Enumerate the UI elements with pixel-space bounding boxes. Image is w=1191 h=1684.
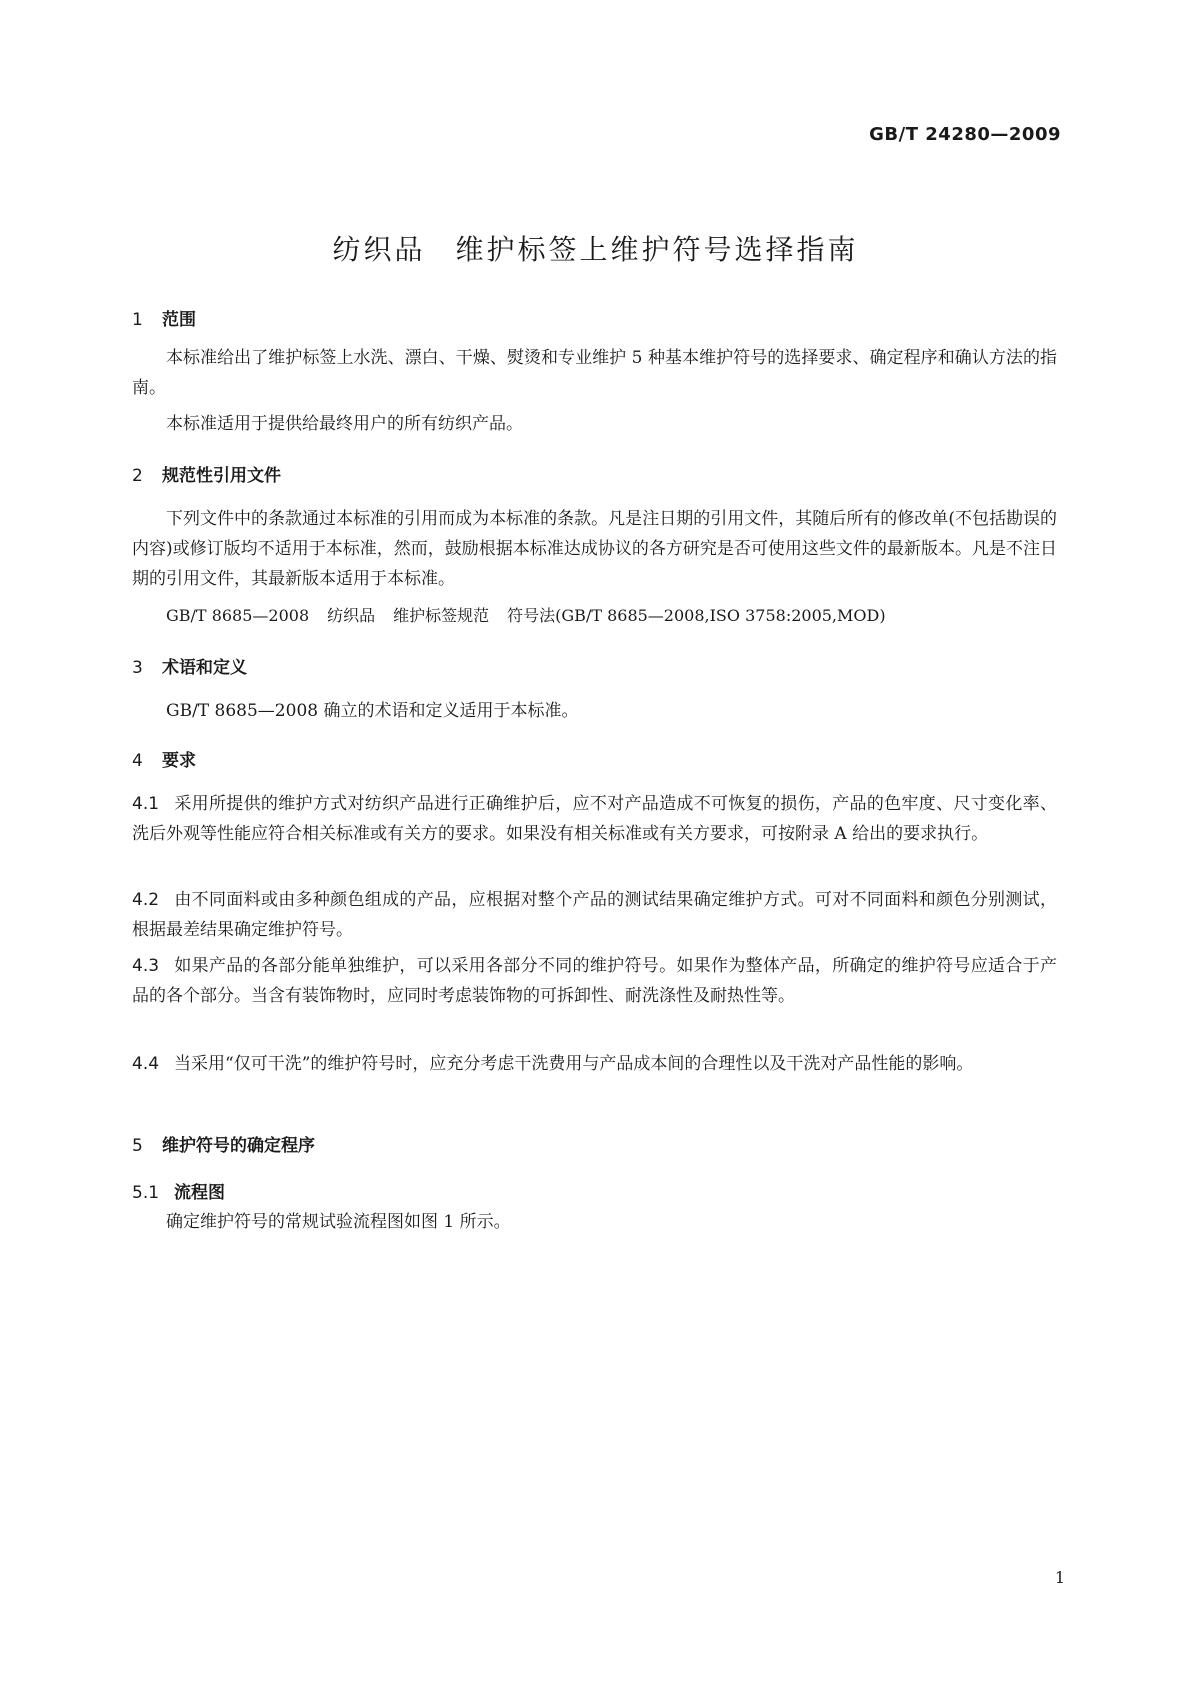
section-number: 1 [132,310,143,330]
section-number: 3 [132,658,143,678]
section-number: 2 [132,466,143,486]
subsection-title: 流程图 [174,1183,225,1203]
item-number: 4.4 [132,1054,160,1074]
section-1-paragraph-1: 本标准给出了维护标签上水洗、漂白、干燥、熨烫和专业维护 5 种基本维护符号的选择要求、确定程序和确认方法的指南。 [132,348,1057,398]
section-title: 范围 [162,310,196,330]
section-2-paragraph-1: 下列文件中的条款通过本标准的引用而成为本标准的条款。凡是注日期的引用文件，其随后所有的修改单(不包括勘误的内容)或修订版均不适用于本标准，然而，鼓励根据本标准达成协议的各方研究是否可使用这些文件的最新版本。凡是不注日期的引用文件，其最新版本适用于本标准。 [132,509,1057,589]
reference-title-b: 维护标签规范 [393,606,490,625]
section-number: 5 [132,1136,143,1156]
item-text: 采用所提供的维护方式对纺织产品进行正确维护后，应不对产品造成不可恢复的损伤，产品的色牢度、尺寸变化率、洗后外观等性能应符合相关标准或有关方的要求。如果没有相关标准或有关方要求，可按附录 A 给出的要求执行。 [132,794,1057,844]
section-5-heading [132,1131,315,1156]
item-text: 当采用“仅可干洗”的维护符号时，应充分考虑干洗费用与产品成本间的合理性以及干洗对产品性能的影响。 [174,1054,974,1074]
reference-code: GB/T 8685—2008 [166,606,310,625]
item-number: 4.3 [132,956,160,976]
requirement-item-4-2 [132,885,1057,945]
section-title: 术语和定义 [162,658,247,678]
section-number: 4 [132,751,143,771]
section-title: 要求 [162,751,196,771]
section-3-heading [132,653,247,678]
section-2-heading [132,461,281,486]
requirement-item-4-4 [132,1049,1057,1079]
document-title-part2: 维护标签上维护符号选择指南 [455,233,859,266]
subsection-number: 5.1 [132,1183,160,1203]
item-text: 如果产品的各部分能单独维护，可以采用各部分不同的维护符号。如果作为整体产品，所确定的维护符号应适合于产品的各个部分。当含有装饰物时，应同时考虑装饰物的可拆卸性、耐洗涤性及耐热性等。 [132,956,1057,1006]
item-number: 4.1 [132,794,160,814]
reference-title-a: 纺织品 [327,606,376,625]
reference-title-c: 符号法(GB/T 8685—2008,ISO 3758:2005,MOD) [507,606,886,625]
section-1-paragraph-2: 本标准适用于提供给最终用户的所有纺织产品。 [166,414,523,434]
page-number: 1 [1054,1568,1065,1587]
section-4-heading [132,746,196,771]
document-title [0,228,1191,268]
section-3-paragraph-1: GB/T 8685—2008 确立的术语和定义适用于本标准。 [166,701,579,721]
item-number: 4.2 [132,890,160,910]
section-1-heading [132,305,196,330]
requirement-item-4-1 [132,789,1057,849]
standard-code: GB/T 24280—2009 [869,124,1061,145]
section-title: 维护符号的确定程序 [162,1136,315,1156]
normative-reference [166,601,886,631]
item-text: 由不同面料或由多种颜色组成的产品，应根据对整个产品的测试结果确定维护方式。可对不同面料和颜色分别测试，根据最差结果确定维护符号。 [132,890,1057,940]
subsection-5-1-heading [132,1178,225,1203]
section-title: 规范性引用文件 [162,466,281,486]
document-title-part1: 纺织品 [332,233,426,266]
requirement-item-4-3 [132,951,1057,1011]
subsection-5-1-paragraph: 确定维护符号的常规试验流程图如图 1 所示。 [166,1212,511,1232]
